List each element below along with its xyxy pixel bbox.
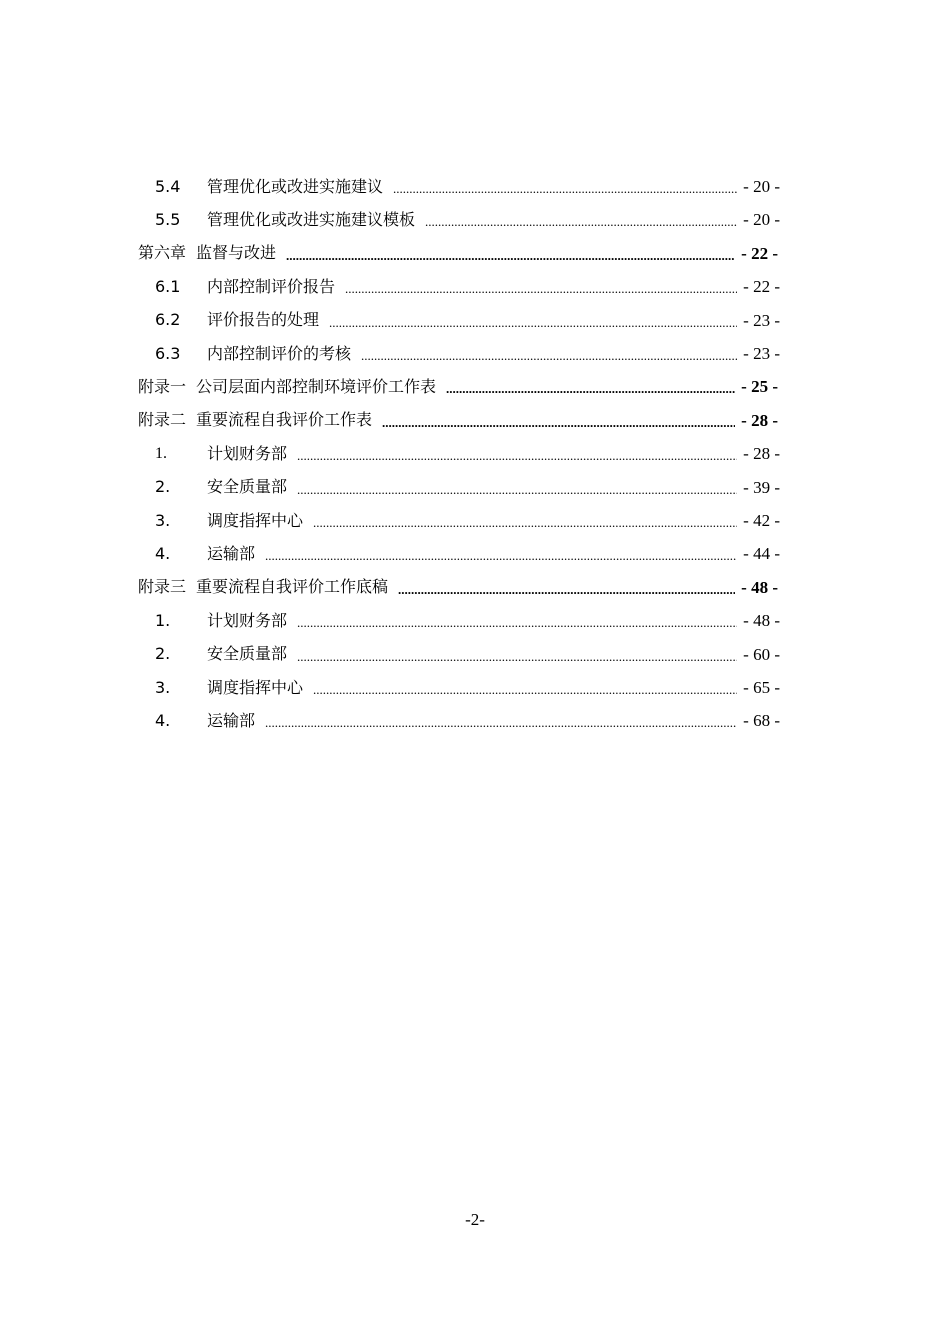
toc-section-number: 5.4 [155, 176, 181, 196]
toc-chapter-entry[interactable] [138, 237, 778, 270]
toc-section-entry[interactable] [155, 471, 780, 504]
toc-section-number: 2. [155, 477, 171, 497]
toc-chapter-entry[interactable] [138, 404, 778, 437]
toc-section-entry[interactable] [155, 170, 780, 203]
toc-page-number: - 39 - [743, 477, 780, 497]
toc-page-number: - 23 - [743, 344, 780, 363]
toc-section-entry[interactable] [155, 537, 780, 570]
toc-dot-leader [446, 382, 735, 395]
toc-entry-title: 计划财务部 [207, 443, 288, 463]
toc-entry-title: 调度指挥中心 [207, 677, 304, 697]
toc-section-entry[interactable] [155, 437, 780, 470]
toc-dot-leader [382, 416, 735, 429]
toc-section-entry[interactable] [155, 604, 780, 637]
toc-dot-leader [265, 549, 737, 562]
toc-dot-leader [398, 583, 735, 596]
toc-chapter-prefix: 第六章 [138, 243, 187, 263]
toc-dot-leader [313, 516, 737, 529]
toc-section-entry[interactable] [155, 638, 780, 671]
toc-dot-leader [393, 182, 737, 195]
toc-chapter-prefix: 附录二 [138, 410, 187, 430]
toc-dot-leader [425, 215, 737, 228]
toc-page-number: - 23 - [743, 310, 780, 330]
toc-entry-title: 重要流程自我评价工作底稿 [196, 577, 389, 597]
toc-section-entry[interactable] [155, 203, 780, 236]
toc-chapter-entry[interactable] [138, 571, 778, 604]
toc-section-number: 3. [155, 510, 171, 530]
toc-page-number: - 20 - [743, 177, 780, 196]
toc-section-number: 5.5 [155, 209, 181, 229]
toc-page-number: - 48 - [741, 577, 778, 597]
toc-dot-leader [297, 650, 737, 663]
toc-dot-leader [297, 483, 737, 496]
toc-section-entry[interactable] [155, 671, 780, 704]
toc-section-number: 1. [155, 610, 171, 630]
toc-entry-title: 管理优化或改进实施建议模板 [207, 209, 416, 229]
toc-page-number: - 60 - [743, 644, 780, 664]
toc-section-number: 4. [155, 543, 171, 563]
toc-dot-leader [345, 282, 737, 295]
toc-dot-leader [286, 249, 735, 262]
toc-section-entry[interactable] [155, 704, 780, 737]
toc-entry-title: 监督与改进 [196, 243, 277, 263]
toc-section-number: 4. [155, 710, 171, 730]
toc-entry-title: 重要流程自我评价工作表 [196, 410, 373, 430]
page-number-footer: -2- [465, 1210, 485, 1229]
toc-entry-title: 安全质量部 [207, 644, 288, 664]
toc-page-number: - 68 - [743, 711, 780, 731]
toc-section-entry[interactable] [155, 337, 780, 370]
toc-section-entry[interactable] [155, 304, 780, 337]
toc-entry-title: 内部控制评价报告 [207, 276, 336, 296]
toc-chapter-prefix: 附录一 [138, 376, 187, 396]
toc-section-entry[interactable] [155, 270, 780, 303]
toc-page-number: - 28 - [743, 444, 780, 464]
toc-page-number: - 22 - [741, 243, 778, 263]
toc-section-number: 6.1 [155, 276, 181, 296]
toc-section-number: 1. [155, 444, 167, 462]
toc-page-number: - 65 - [743, 678, 780, 697]
toc-page-number: - 48 - [743, 611, 780, 631]
toc-dot-leader [297, 616, 737, 629]
toc-dot-leader [361, 349, 737, 362]
toc-chapter-entry[interactable] [138, 370, 778, 403]
toc-entry-title: 运输部 [207, 710, 256, 730]
toc-section-number: 6.2 [155, 310, 181, 330]
toc-page-number: - 28 - [741, 410, 778, 430]
toc-page-number: - 22 - [743, 277, 780, 297]
toc-entry-title: 评价报告的处理 [207, 310, 320, 330]
toc-entry-title: 管理优化或改进实施建议 [207, 176, 384, 196]
toc-chapter-prefix: 附录三 [138, 577, 187, 597]
toc-section-number: 6.3 [155, 343, 181, 363]
toc-page-number: - 20 - [743, 210, 780, 230]
toc-entry-title: 安全质量部 [207, 477, 288, 497]
toc-section-number: 2. [155, 644, 171, 664]
toc-entry-title: 内部控制评价的考核 [207, 343, 352, 363]
toc-dot-leader [265, 716, 737, 729]
toc-entry-title: 计划财务部 [207, 610, 288, 630]
toc-page-number: - 42 - [743, 511, 780, 530]
toc-dot-leader [329, 316, 737, 329]
toc-section-number: 3. [155, 677, 171, 697]
toc-dot-leader [313, 683, 737, 696]
toc-entry-title: 调度指挥中心 [207, 510, 304, 530]
toc-page-number: - 25 - [741, 377, 778, 397]
toc-page-number: - 44 - [743, 544, 780, 564]
toc-dot-leader [297, 449, 737, 462]
toc-entry-title: 公司层面内部控制环境评价工作表 [196, 376, 437, 396]
toc-entry-title: 运输部 [207, 543, 256, 563]
toc-section-entry[interactable] [155, 504, 780, 537]
